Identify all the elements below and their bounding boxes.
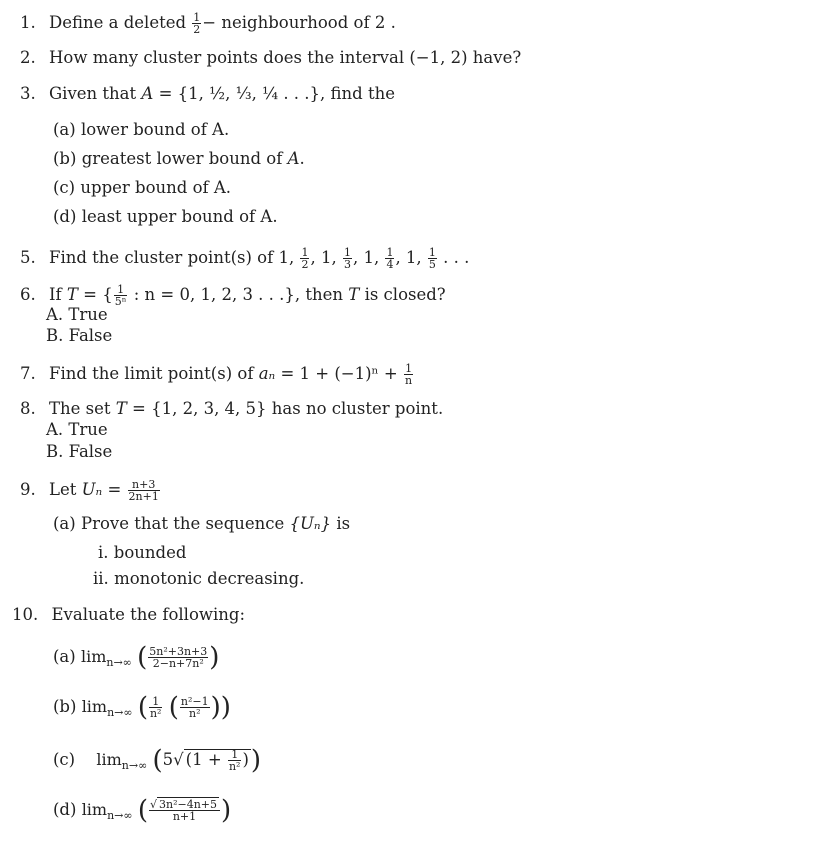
set-open: = { (83, 285, 113, 304)
variable: T (348, 285, 360, 304)
part-10b: (b) $\lim_{n\to\infty}$ ( $\frac{1}{\text{n²}}$ ( $\frac{\text{n²−1}}{\text{n²}}$ )) (53, 692, 231, 723)
option-b: B. False (46, 326, 113, 345)
question-9 (20, 479, 161, 502)
question-text: The set (49, 399, 111, 418)
question-7 (20, 363, 414, 386)
question-text: How many cluster points does the interval (−1, 2) have? (49, 48, 522, 67)
question-text-end: is closed? (364, 285, 446, 304)
option-a: A. True (46, 305, 108, 324)
part-3a: (a) lower bound of A. (53, 120, 230, 139)
question-1 (20, 12, 396, 35)
question-number: 5. (20, 248, 36, 267)
fraction: $\frac{1}{\text{5ⁿ}}$ (114, 283, 127, 308)
question-text-end: − neighbourhood of 2 . (202, 13, 396, 32)
part-3d: (d) least upper bound of A. (53, 207, 278, 226)
set-expression: = {1, ½, ⅓, ¼ . . .}, find the (158, 84, 395, 103)
question-text: Let (49, 480, 77, 499)
question-text: Given that (49, 84, 137, 103)
fraction: $\frac{n+3}{2n+1}$ (128, 478, 159, 503)
expression: = 1 + (−1)ⁿ + (280, 364, 398, 383)
part-3b: (b) greatest lower bound of A. (53, 149, 305, 168)
question-number: 10. (12, 605, 39, 624)
question-text-end: = {1, 2, 3, 4, 5} has no cluster point. (132, 399, 444, 418)
question-number: 2. (20, 48, 36, 67)
question-text: If (49, 285, 62, 304)
question-10 (12, 605, 245, 625)
variable: T (66, 285, 78, 304)
question-number: 7. (20, 364, 36, 383)
question-2 (20, 48, 521, 68)
subpart-ii: ii. monotonic decreasing. (93, 569, 305, 588)
variable: Uₙ (81, 480, 103, 499)
question-text: Evaluate the following: (51, 605, 246, 624)
question-number: 6. (20, 285, 36, 304)
option-a: A. True (46, 420, 108, 439)
fraction: $\frac{1}{n}$ (405, 362, 413, 387)
option-b: B. False (46, 442, 113, 461)
question-3 (20, 84, 395, 104)
question-5 (20, 247, 469, 270)
fraction: $\frac{1}{2}$ (193, 11, 201, 36)
variable: A (141, 84, 154, 103)
subpart-i: i. bounded (98, 543, 187, 562)
question-number: 1. (20, 13, 36, 32)
part-9a: (a) Prove that the sequence {Uₙ} is (53, 514, 351, 533)
question-6 (20, 284, 446, 307)
part-10c: (c) $\lim_{n\to\infty} (5√$ (1 + $\frac{1}{\text{n²}}$ )) (53, 745, 262, 776)
sequence: $\frac{1}{2}$ , 1, $\frac{1}{3}$ , 1, $\frac{1}{4}$ , 1, $\frac{1}{5}$ . . . (301, 246, 470, 271)
equals: = (107, 480, 122, 499)
question-text: Find the limit point(s) of (49, 364, 254, 383)
question-number: 9. (20, 480, 36, 499)
part-10d: (d) $\lim_{n\to\infty}$ ( $\frac{\text{√ 3n²−4n+5}}{n+1}$ ) (53, 795, 232, 826)
question-text: Find the cluster point(s) of 1, (49, 248, 295, 267)
question-8 (20, 399, 443, 419)
variable: aₙ (258, 364, 276, 383)
variable: T (115, 399, 127, 418)
part-10a: (a) $\lim_{n\to\infty}$ ( $\frac{\text{5n²+3n+3}}{\text{2−n+7n²}}$ ) (53, 642, 220, 673)
part-3c: (c) upper bound of A. (53, 178, 232, 197)
set-condition: : n = 0, 1, 2, 3 . . .}, then (133, 285, 344, 304)
question-number: 3. (20, 84, 36, 103)
question-text: Define a deleted (49, 13, 187, 32)
question-number: 8. (20, 399, 36, 418)
